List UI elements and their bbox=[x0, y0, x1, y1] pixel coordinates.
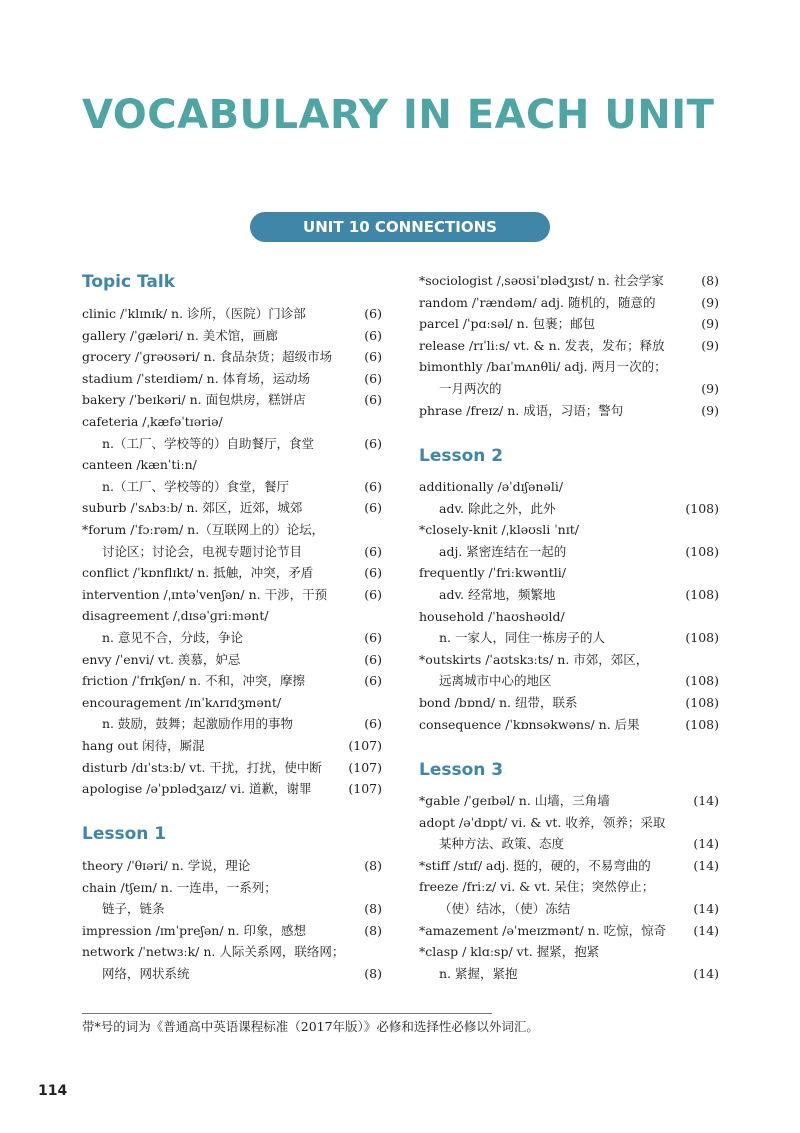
page-ref: (6) bbox=[364, 435, 382, 451]
entry-text: consequence /ˈkɒnsəkwəns/ n. 后果 bbox=[419, 716, 640, 732]
entry-text: release /rɪˈliːs/ vt. & n. 发表，发布；释放 bbox=[419, 337, 665, 353]
page-ref: (107) bbox=[348, 759, 382, 775]
vocab-entry bbox=[419, 855, 719, 877]
vocab-entry bbox=[419, 876, 719, 919]
entry-text: freeze /friːz/ vi. & vt. 呆住；突然停止； bbox=[419, 879, 655, 895]
vocab-entry bbox=[82, 389, 382, 411]
entry-text: *stiff /stɪf/ adj. 挺的，硬的，不易弯曲的 bbox=[419, 857, 651, 873]
vocab-entry bbox=[419, 606, 719, 649]
entry-text-continued: n. 鼓励，鼓舞；起激励作用的事物 bbox=[102, 716, 293, 732]
vocab-entry bbox=[82, 346, 382, 368]
vocab-entry bbox=[419, 920, 719, 942]
entry-text-continued: adv. 除此之外，此外 bbox=[439, 500, 556, 516]
entry-text: suburb /ˈsʌbɜːb/ n. 郊区，近郊，城郊 bbox=[82, 500, 303, 516]
entry-text: bimonthly /baɪˈmʌnθli/ adj. 两月一次的； bbox=[419, 359, 667, 375]
entry-text: frequently /ˈfriːkwəntli/ bbox=[419, 565, 566, 581]
vocab-entry bbox=[82, 757, 382, 779]
entry-text-continued: adj. 紧密连结在一起的 bbox=[439, 543, 567, 559]
vocab-entry bbox=[82, 368, 382, 390]
entry-text: gallery /ˈɡæləri/ n. 美术馆，画廊 bbox=[82, 327, 278, 343]
entry-text-continued: 链子，链条 bbox=[102, 901, 165, 917]
entry-text-continued: 讨论区；讨论会，电视专题讨论节目 bbox=[102, 543, 303, 559]
page-ref: (6) bbox=[364, 673, 382, 689]
vocab-entry bbox=[82, 735, 382, 757]
entry-text: bond /bɒnd/ n. 纽带，联系 bbox=[419, 695, 578, 710]
page-ref: (108) bbox=[685, 695, 719, 710]
entry-text-continued: （使）结冰，（使）冻结 bbox=[439, 900, 571, 916]
vocab-entry bbox=[419, 649, 719, 692]
entry-text-continued: 一月两次的 bbox=[439, 380, 502, 396]
page-ref: (8) bbox=[364, 965, 382, 981]
entry-text: chain /tʃeɪn/ n. 一连串，一系列； bbox=[82, 879, 277, 895]
vocab-entry bbox=[82, 920, 382, 942]
page-ref: (9) bbox=[701, 337, 719, 353]
entry-text: parcel /ˈpɑːsəl/ n. 包裹；邮包 bbox=[419, 316, 596, 332]
unit-banner: UNIT 10 CONNECTIONS bbox=[250, 212, 550, 242]
entry-text: adopt /əˈdɒpt/ vi. & vt. 收养，领养；采取 bbox=[419, 814, 666, 830]
section-heading-lesson-1: Lesson 1 bbox=[82, 824, 167, 844]
entry-text: clinic /ˈklɪnɪk/ n. 诊所，（医院）门诊部 bbox=[82, 306, 306, 321]
page-title: VOCABULARY IN EACH UNIT bbox=[82, 92, 715, 138]
entry-text: bakery /ˈbeɪkəri/ n. 面包烘房，糕饼店 bbox=[82, 392, 306, 408]
vocab-entry bbox=[82, 584, 382, 606]
entry-text: *amazement /əˈmeɪzmənt/ n. 吃惊，惊奇 bbox=[419, 922, 667, 938]
entry-text: friction /ˈfrɪkʃən/ n. 不和，冲突，摩擦 bbox=[82, 673, 306, 689]
vocab-entry bbox=[419, 519, 719, 562]
page-ref: (6) bbox=[364, 392, 382, 408]
page-ref: (107) bbox=[348, 781, 382, 797]
entry-text: *gable /ˈɡeɪbəl/ n. 山墙，三角墙 bbox=[419, 793, 610, 808]
footnote-divider bbox=[82, 1013, 492, 1014]
vocab-entry bbox=[419, 400, 719, 422]
vocab-entry bbox=[82, 649, 382, 671]
entry-text-continued: adv. 经常地，频繁地 bbox=[439, 586, 556, 602]
vocab-entry bbox=[82, 454, 382, 497]
vocab-entry bbox=[82, 411, 382, 454]
page-ref: (6) bbox=[364, 478, 382, 494]
entry-text: theory /ˈθɪəri/ n. 学说，理论 bbox=[82, 858, 251, 873]
entry-text-continued: n.（工厂、学校等的）食堂，餐厅 bbox=[102, 478, 290, 494]
vocab-entry bbox=[82, 855, 382, 877]
vocab-entry bbox=[419, 790, 719, 812]
vocab-entry bbox=[419, 313, 719, 335]
vocab-entry bbox=[82, 692, 382, 735]
entry-text: conflict /ˈkɒnflɪkt/ n. 抵触，冲突，矛盾 bbox=[82, 565, 314, 581]
page-ref: (8) bbox=[364, 901, 382, 917]
entry-text: *outskirts /ˈaʊtskɜːts/ n. 市郊，郊区， bbox=[419, 651, 649, 667]
page-ref: (6) bbox=[364, 716, 382, 732]
page-ref: (8) bbox=[701, 273, 719, 288]
page-ref: (6) bbox=[364, 306, 382, 321]
page-ref: (14) bbox=[693, 900, 719, 916]
entry-text: household /ˈhaʊshəʊld/ bbox=[419, 608, 565, 624]
page-ref: (9) bbox=[701, 294, 719, 310]
page-ref: (6) bbox=[364, 629, 382, 645]
entry-text-continued: 远离城市中心的地区 bbox=[439, 673, 552, 689]
vocab-entry bbox=[82, 670, 382, 692]
page-ref: (14) bbox=[693, 965, 719, 981]
section-heading-topic-talk: Topic Talk bbox=[82, 272, 176, 292]
page-ref: (6) bbox=[364, 565, 382, 581]
entry-text: cafeteria /ˌkæfəˈtɪəriə/ bbox=[82, 414, 223, 429]
entry-text: apologise /əˈpɒlədʒaɪz/ vi. 道歉，谢罪 bbox=[82, 781, 312, 797]
entry-text: random /ˈrændəm/ adj. 随机的，随意的 bbox=[419, 294, 656, 310]
page-ref: (8) bbox=[364, 858, 382, 873]
page-ref: (6) bbox=[364, 500, 382, 516]
entry-text: additionally /əˈdɪʃənəli/ bbox=[419, 479, 564, 494]
page-ref: (108) bbox=[685, 543, 719, 559]
vocab-entry bbox=[419, 692, 719, 714]
entry-text: encouragement /ɪnˈkʌrɪdʒmənt/ bbox=[82, 694, 282, 710]
entry-text: intervention /ˌɪntəˈvenʃən/ n. 干涉，干预 bbox=[82, 586, 328, 602]
entry-text-continued: 网络，网状系统 bbox=[102, 965, 190, 981]
entry-text: *sociologist /ˌsəʊsiˈɒlədʒɪst/ n. 社会学家 bbox=[419, 273, 664, 288]
page-ref: (6) bbox=[364, 370, 382, 386]
vocab-entry bbox=[419, 335, 719, 357]
entry-text: hang out 闲待，厮混 bbox=[82, 738, 205, 753]
entry-text: *forum /ˈfɔːrəm/ n.（互联网上的）论坛， bbox=[82, 522, 325, 537]
page-ref: (9) bbox=[701, 380, 719, 396]
entry-text: network /ˈnetwɜːk/ n. 人际关系网，联络网； bbox=[82, 944, 345, 960]
page-ref: (107) bbox=[348, 738, 382, 753]
page-ref: (108) bbox=[685, 500, 719, 516]
page-ref: (108) bbox=[685, 586, 719, 602]
page-ref: (6) bbox=[364, 327, 382, 343]
page-ref: (9) bbox=[701, 316, 719, 332]
entry-text: *clasp / klɑːsp/ vt. 握紧，抱紧 bbox=[419, 944, 600, 960]
page-ref: (108) bbox=[685, 630, 719, 646]
page-ref: (6) bbox=[364, 586, 382, 602]
entry-text: impression /ɪmˈpreʃən/ n. 印象，感想 bbox=[82, 922, 306, 938]
vocab-entry bbox=[419, 562, 719, 605]
entry-text: *closely-knit /ˌkləʊsli ˈnɪt/ bbox=[419, 522, 579, 538]
entry-text: envy /ˈenvi/ vt. 羡慕，妒忌 bbox=[82, 651, 241, 667]
page-ref: (6) bbox=[364, 651, 382, 667]
entry-text: phrase /freɪz/ n. 成语，习语；警句 bbox=[419, 402, 624, 418]
entry-text-continued: n. 紧握，紧抱 bbox=[439, 965, 518, 981]
vocab-entry bbox=[82, 325, 382, 347]
page-ref: (14) bbox=[693, 836, 719, 852]
entry-text: grocery /ˈɡrəʊsəri/ n. 食品杂货；超级市场 bbox=[82, 349, 333, 365]
vocab-entry bbox=[82, 605, 382, 648]
vocab-entry bbox=[419, 292, 719, 314]
page-ref: (9) bbox=[701, 402, 719, 418]
vocab-entry bbox=[419, 356, 719, 399]
footnote: 带*号的词为《普通高中英语课程标准（2017年版）》必修和选择性必修以外词汇。 bbox=[82, 1019, 539, 1034]
vocab-entry bbox=[419, 270, 719, 292]
page-ref: (108) bbox=[685, 716, 719, 732]
entry-text: disagreement /ˌdɪsəˈɡriːmənt/ bbox=[82, 608, 269, 624]
entry-text-continued: n. 意见不合，分歧，争论 bbox=[102, 629, 243, 645]
vocab-entry bbox=[419, 476, 719, 519]
vocab-entry bbox=[419, 714, 719, 736]
vocab-entry bbox=[82, 303, 382, 325]
page-number: 114 bbox=[38, 1083, 68, 1099]
section-heading-lesson-2: Lesson 2 bbox=[419, 446, 504, 466]
vocab-entry bbox=[82, 562, 382, 584]
page-ref: (108) bbox=[685, 673, 719, 689]
vocab-entry bbox=[82, 941, 382, 984]
vocab-entry bbox=[419, 941, 719, 984]
entry-text-continued: 某种方法、政策、态度 bbox=[439, 836, 565, 852]
page-ref: (6) bbox=[364, 349, 382, 365]
page-ref: (14) bbox=[693, 857, 719, 873]
vocab-entry bbox=[82, 519, 382, 562]
entry-text: stadium /ˈsteɪdiəm/ n. 体育场，运动场 bbox=[82, 370, 311, 386]
entry-text: disturb /dɪˈstɜːb/ vt. 干扰，打扰，使中断 bbox=[82, 759, 322, 775]
page-ref: (14) bbox=[693, 922, 719, 938]
entry-text-continued: n. 一家人，同住一栋房子的人 bbox=[439, 630, 605, 646]
entry-text-continued: n.（工厂、学校等的）自助餐厅，食堂 bbox=[102, 435, 315, 451]
vocab-entry bbox=[82, 778, 382, 800]
page-ref: (14) bbox=[693, 793, 719, 808]
page-ref: (8) bbox=[364, 922, 382, 938]
entry-text: canteen /kænˈtiːn/ bbox=[82, 457, 197, 473]
section-heading-lesson-3: Lesson 3 bbox=[419, 760, 504, 780]
vocab-entry bbox=[82, 497, 382, 519]
vocab-entry bbox=[82, 877, 382, 920]
page-ref: (6) bbox=[364, 543, 382, 559]
vocab-entry bbox=[419, 812, 719, 855]
